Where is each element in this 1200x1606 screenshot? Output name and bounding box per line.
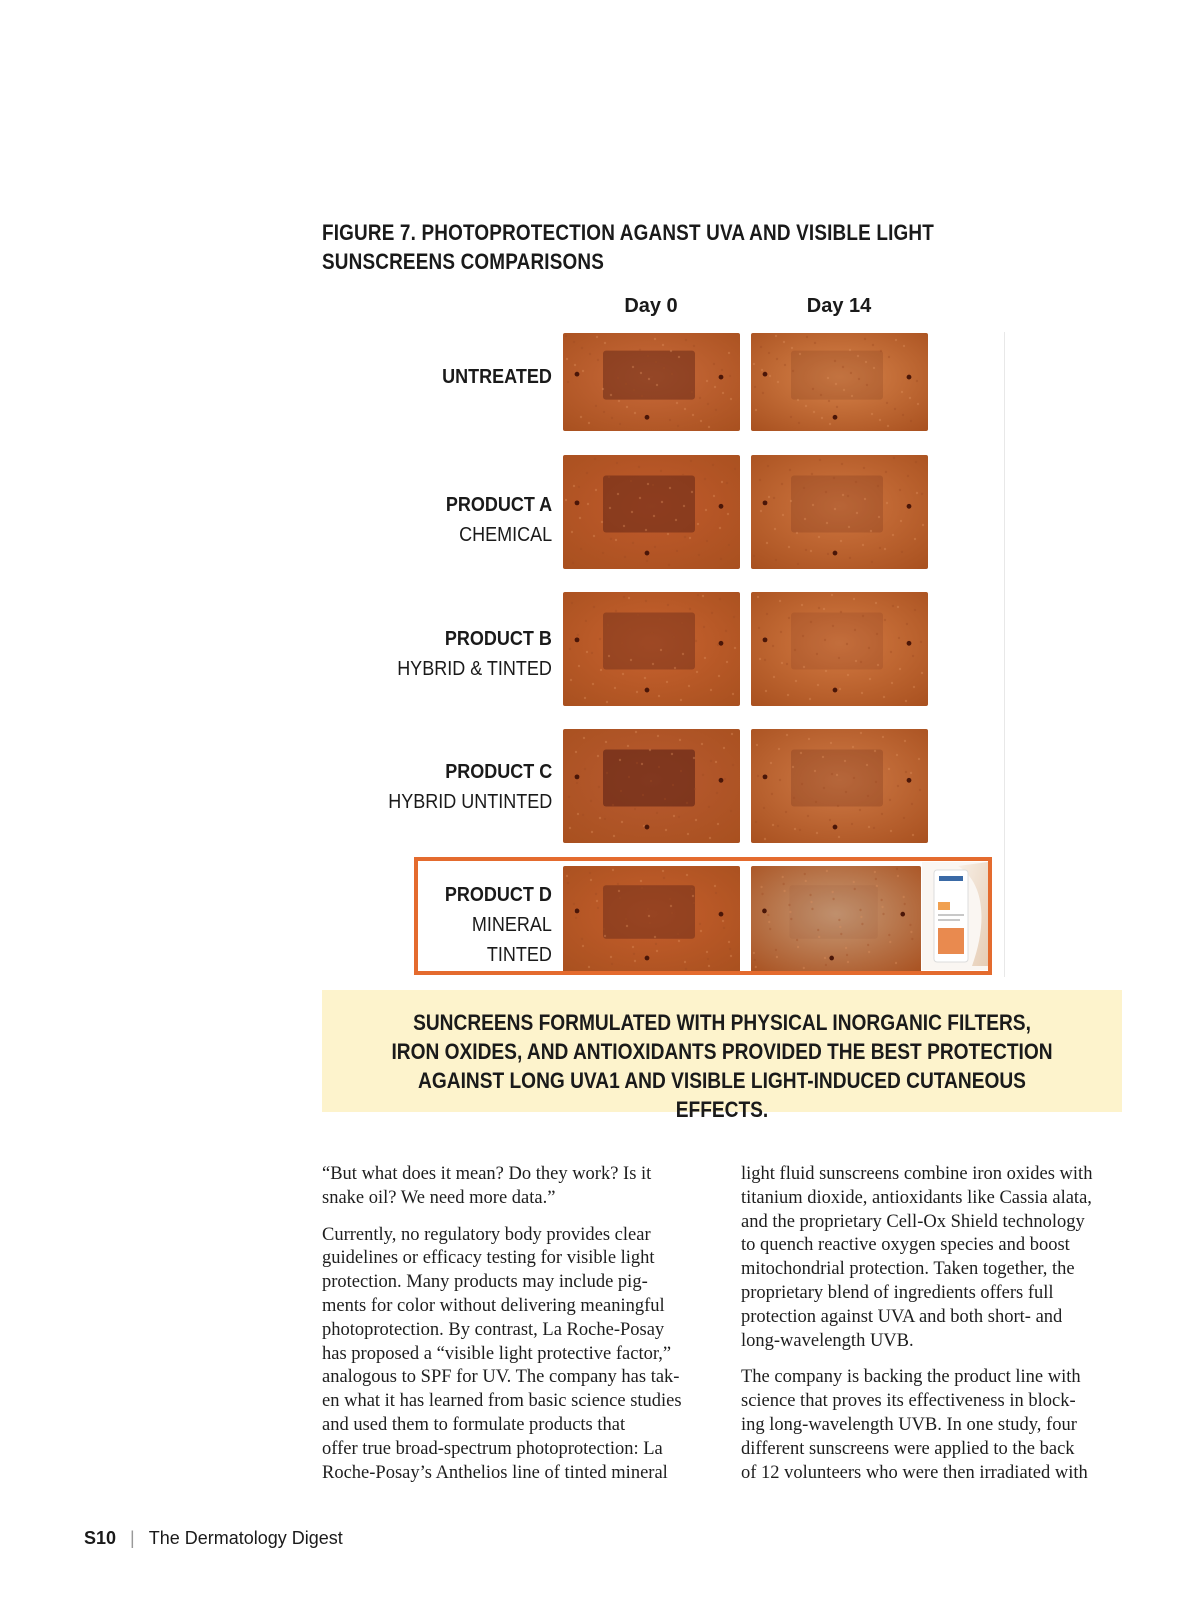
row-label-product-a	[446, 490, 552, 550]
article-text-line: of 12 volunteers who were then irradiated with	[741, 1462, 1088, 1483]
article-text-line: titanium dioxide, antioxidants like Cassia alata,	[741, 1187, 1092, 1208]
article-text-line: science that proves its effectiveness in block-	[741, 1391, 1076, 1412]
article-text-line: protection. Many products may include pig-	[322, 1272, 648, 1293]
article-text-line: and the proprietary Cell-Ox Shield technology	[741, 1211, 1085, 1232]
article-text-line: offer true broad-spectrum photoprotection: La	[322, 1438, 663, 1459]
article-paragraph	[741, 1366, 1133, 1485]
callout-line: AGAINST LONG UVA1 AND VISIBLE LIGHT-INDUCED CUTANEOUS EFFECTS.	[418, 1068, 1026, 1122]
sunscreen-bottle-image	[922, 862, 988, 970]
row-label-product-b	[397, 624, 552, 684]
row-label-title: PRODUCT D	[444, 884, 552, 906]
article-paragraph	[322, 1163, 714, 1211]
skin-photo-product-a-day-14	[751, 455, 928, 569]
article-text-line: proprietary blend of ingredients offers full	[741, 1282, 1054, 1303]
article-text-line: has proposed a “visible light protective factor,”	[322, 1343, 672, 1364]
column-header-day-14: Day 14	[806, 295, 872, 317]
callout-line: SUNCREENS FORMULATED WITH PHYSICAL INORGANIC FILTERS,	[413, 1010, 1031, 1035]
row-label-sub: CHEMICAL	[458, 524, 552, 546]
article-text-line: ments for color without delivering meaningful	[322, 1295, 665, 1316]
article-text-line: en what it has learned from basic science studies	[322, 1391, 682, 1412]
skin-photo-untreated-day-14	[751, 333, 928, 431]
article-text-line: light fluid sunscreens combine iron oxides with	[741, 1164, 1093, 1184]
figure-title-line-2: SUNSCREENS COMPARISONS	[322, 249, 605, 274]
row-label-title: PRODUCT C	[444, 761, 552, 783]
skin-photo-product-c-day-14	[751, 729, 928, 843]
article-paragraph	[741, 1163, 1133, 1353]
article-column-left	[322, 1163, 714, 1498]
row-label-sub: HYBRID & TINTED	[397, 658, 552, 680]
article-text-line: Roche-Posay’s Anthelios line of tinted mineral	[322, 1462, 668, 1483]
product-d-highlight-frame	[414, 857, 992, 975]
row-label-title: PRODUCT A	[445, 494, 552, 516]
row-label-title: PRODUCT B	[444, 628, 552, 650]
article-text-line: different sunscreens were applied to the back	[741, 1438, 1075, 1459]
article-text-line: protection against UVA and both short- and	[741, 1306, 1063, 1327]
row-label-product-c	[388, 757, 552, 817]
skin-photo-product-b-day-0	[563, 592, 740, 706]
row-label-sub: MINERAL	[471, 914, 552, 936]
skin-photo-product-c-day-0	[563, 729, 740, 843]
article-text-line: mitochondrial protection. Taken together, the	[741, 1259, 1075, 1280]
column-header-day-0: Day 0	[624, 295, 678, 317]
article-text-line: ing long-wavelength UVB. In one study, four	[741, 1414, 1077, 1435]
article-text-line: “But what does it mean? Do they work? Is it	[322, 1164, 652, 1184]
article-text-line: Currently, no regulatory body provides clear	[322, 1224, 651, 1245]
row-label-untreated	[442, 362, 552, 392]
article-text-line: The company is backing the product line with	[741, 1367, 1081, 1388]
figure-title-line-1: FIGURE 7. PHOTOPROTECTION AGANST UVA AND VISIBLE LIGHT	[322, 220, 934, 245]
callout-line: IRON OXIDES, AND ANTIOXIDANTS PROVIDED THE BEST PROTECTION	[391, 1039, 1053, 1064]
figure-title	[322, 218, 976, 276]
article-paragraph	[322, 1224, 714, 1486]
article-text-line: and used them to formulate products that	[322, 1414, 626, 1435]
footer-separator: |	[130, 1528, 135, 1548]
row-label-sub: TINTED	[487, 944, 552, 966]
article-text-line: long-wavelength UVB.	[741, 1330, 914, 1351]
skin-photo-untreated-day-0	[563, 333, 740, 431]
skin-photo-product-b-day-14	[751, 592, 928, 706]
article-text-line: snake oil? We need more data.”	[322, 1187, 556, 1208]
page-footer	[84, 1528, 343, 1549]
article-text-line: guidelines or efficacy testing for visible light	[322, 1248, 655, 1269]
key-finding-callout	[322, 990, 1122, 1122]
article-text-line: analogous to SPF for UV. The company has tak-	[322, 1367, 680, 1388]
page-number: S10	[84, 1528, 117, 1548]
row-label-sub: HYBRID UNTINTED	[387, 791, 552, 813]
article-text-line: photoprotection. By contrast, La Roche-Posay	[322, 1319, 665, 1340]
article-text-line: to quench reactive oxygen species and boost	[741, 1235, 1070, 1256]
skin-photo-product-a-day-0	[563, 455, 740, 569]
row-label-title: UNTREATED	[442, 366, 552, 388]
figure-right-rule	[1004, 332, 1005, 977]
publication-name: The Dermatology Digest	[148, 1528, 343, 1548]
article-column-right	[741, 1163, 1133, 1498]
